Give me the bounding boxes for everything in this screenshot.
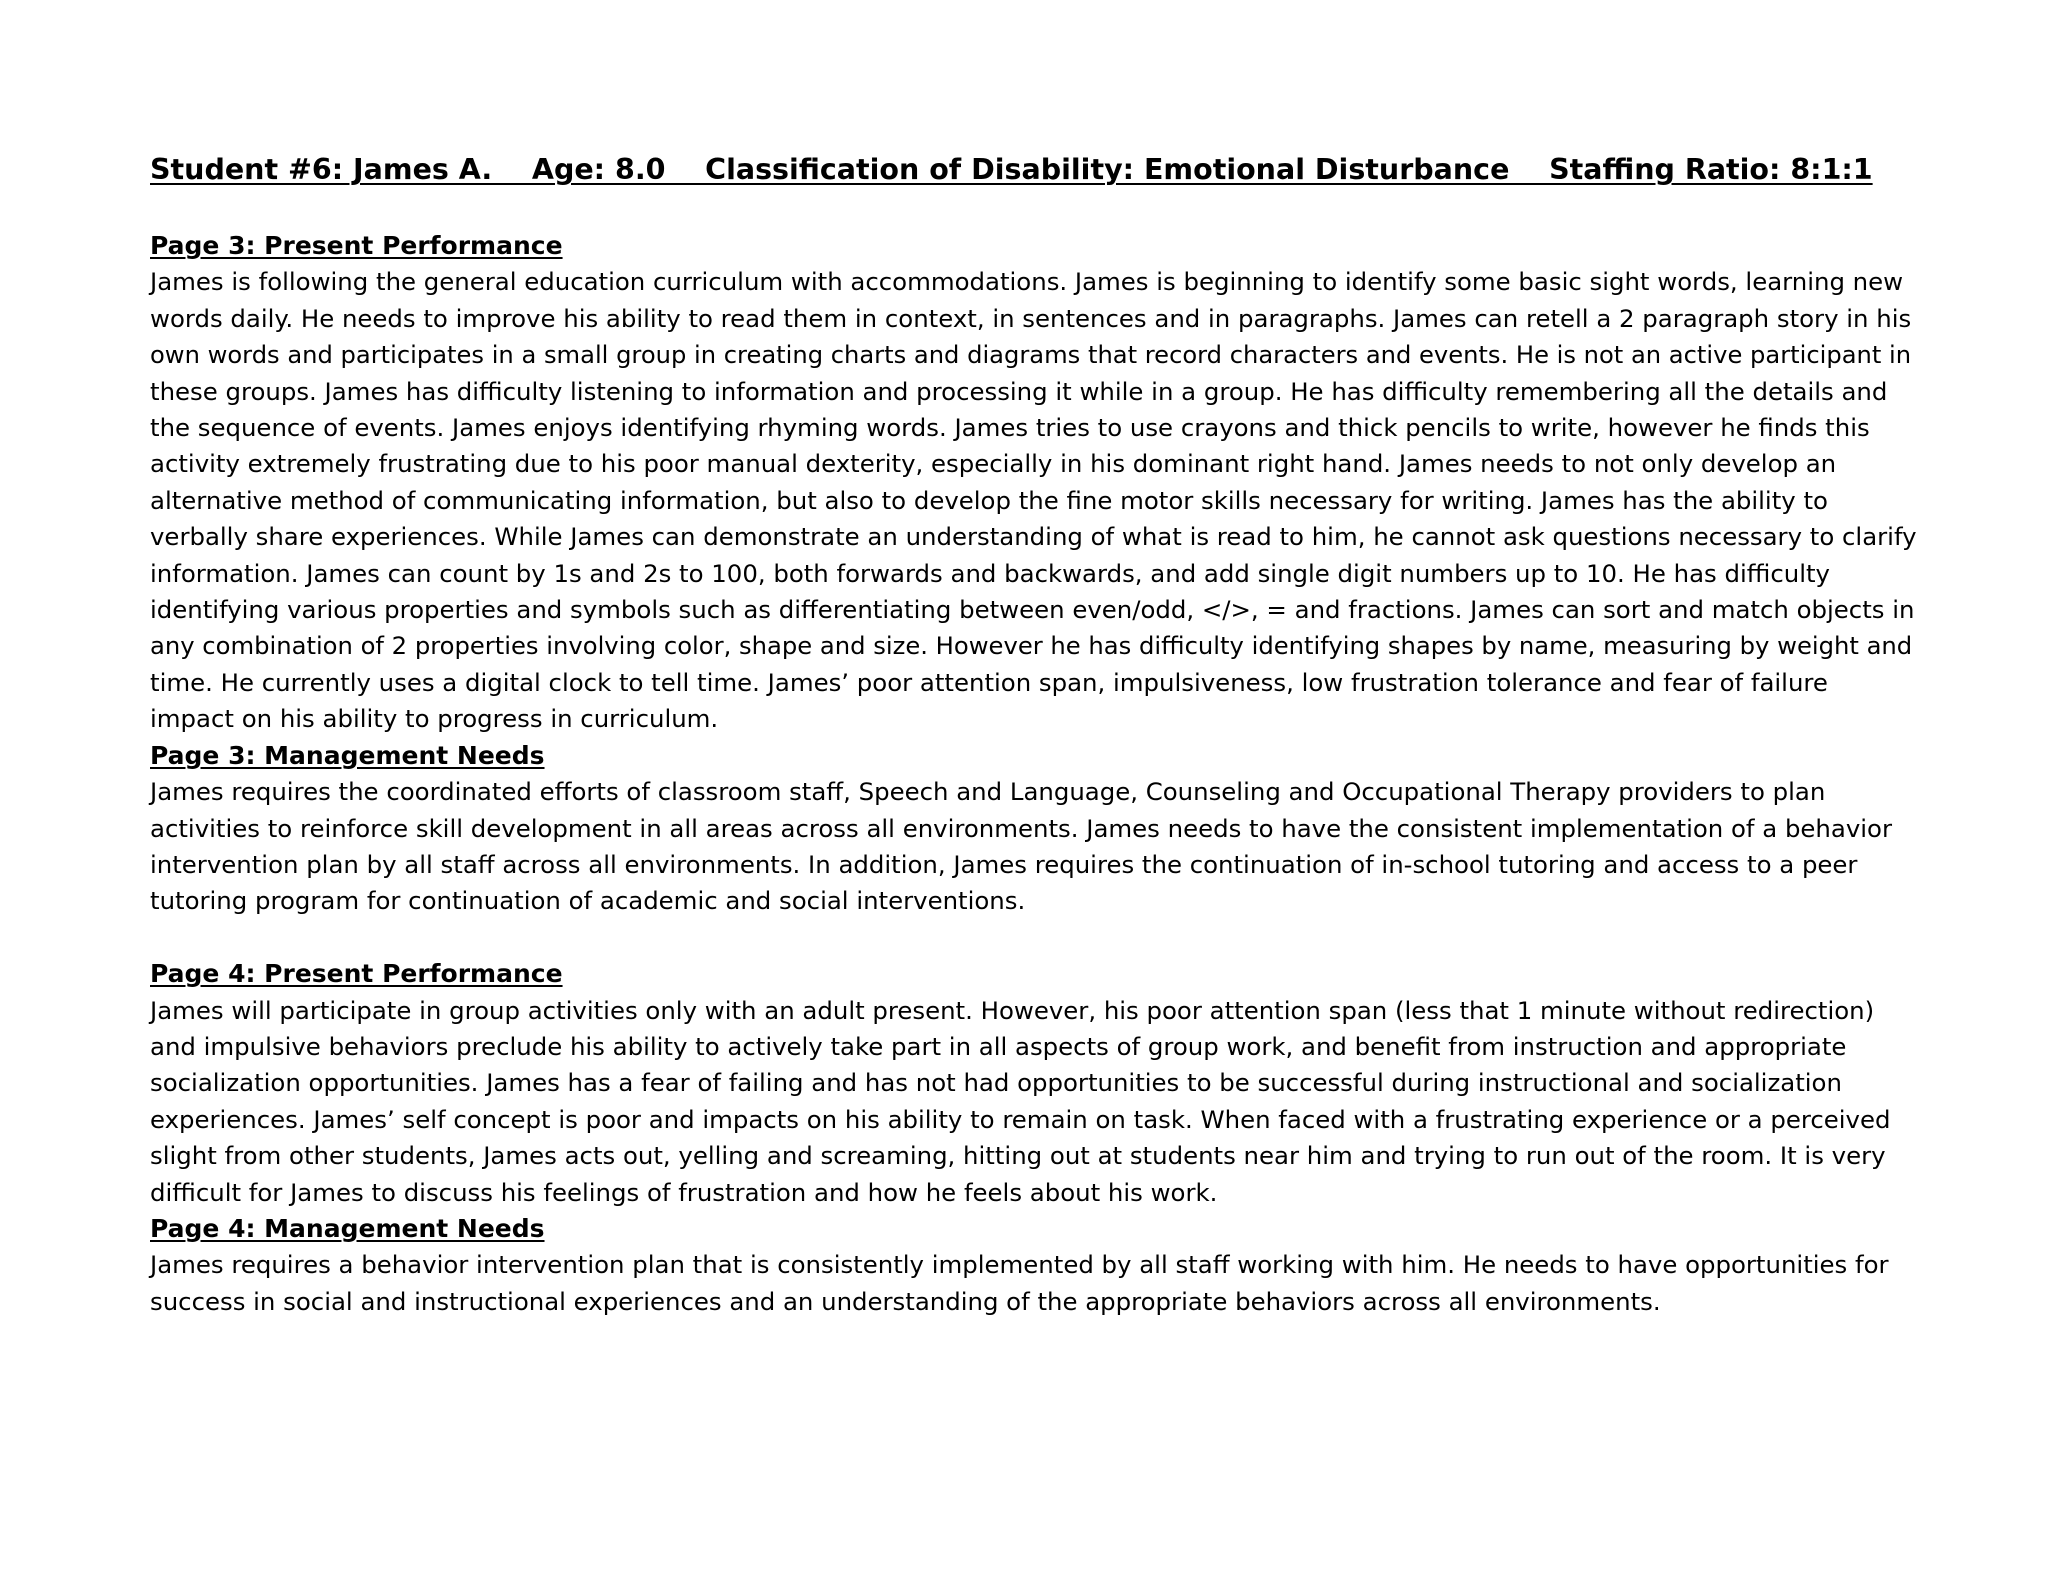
text-line: these groups. James has difficulty listening to information and processing it while in a group. He has difficulty remembering all the details and: [150, 376, 1888, 406]
section-page4-management-needs: [150, 1211, 1920, 1320]
text-line: verbally share experiences. While James can demonstrate an understanding of what is read to him, he cannot ask questions necessary to clarify: [150, 522, 1917, 552]
section-heading: Page 3: Present Performance: [150, 231, 563, 260]
text-line: own words and participates in a small group in creating charts and diagrams that record characters and events. He is not an active participant in: [150, 341, 1912, 370]
text-line: and impulsive behaviors preclude his ability to actively take part in all aspects of group work, and benefit from instruction and appropriate: [150, 1031, 1847, 1061]
section-paragraph: [150, 993, 1920, 1211]
text-line: James is following the general education curriculum with accommodations. James is beginning to identify some basic sight words, learning new: [150, 267, 1904, 297]
section-page3-present-performance: [150, 228, 1920, 738]
text-line: James requires the coordinated efforts of classroom staff, Speech and Language, Counseling and Occupational Therapy providers to plan: [150, 777, 1826, 807]
text-line: socialization opportunities. James has a fear of failing and has not had opportunities to be successful during instructional and socialization: [150, 1068, 1842, 1098]
text-line: information. James can count by 1s and 2s to 100, both forwards and backwards, and add single digit numbers up to 10. He has difficulty: [150, 558, 1830, 588]
text-line: impact on his ability to progress in curriculum.: [150, 704, 719, 734]
document-page: [150, 0, 1920, 1582]
student-header: Student #6: James A. Age: 8.0 Classification of Disability: Emotional Disturbance Staffing Ratio: 8:1:1: [150, 153, 1873, 186]
blank-line: [150, 920, 1920, 956]
section-paragraph: [150, 264, 1920, 737]
text-line: James requires a behavior intervention plan that is consistently implemented by all staff working with him. He needs to have opportunities for: [150, 1250, 1889, 1280]
text-line: activity extremely frustrating due to his poor manual dexterity, especially in his dominant right hand. James needs to not only develop an: [150, 449, 1837, 479]
text-line: identifying various properties and symbols such as differentiating between even/odd, </>, = and fractions. James can sort and match objects in: [150, 595, 1915, 625]
section-page4-present-performance: [150, 956, 1920, 1211]
text-line: alternative method of communicating information, but also to develop the fine motor skills necessary for writing. James has the ability to: [150, 485, 1828, 515]
document-content: [150, 228, 1920, 1320]
text-line: the sequence of events. James enjoys identifying rhyming words. James tries to use crayons and thick pencils to write, however he finds this: [150, 413, 1870, 443]
section-page3-management-needs: [150, 738, 1920, 920]
text-line: words daily. He needs to improve his ability to read them in context, in sentences and in paragraphs. James can retell a 2 paragraph story in his: [150, 303, 1912, 333]
section-paragraph: [150, 774, 1920, 920]
text-line: intervention plan by all staff across all environments. In addition, James requires the continuation of in-school tutoring and access to a peer: [150, 849, 1858, 879]
section-heading: Page 3: Management Needs: [150, 740, 545, 770]
text-line: activities to reinforce skill development in all areas across all environments. James needs to have the consistent implementation of a behavior: [150, 813, 1892, 843]
section-heading: Page 4: Management Needs: [150, 1213, 545, 1243]
text-line: difficult for James to discuss his feelings of frustration and how he feels about his work.: [150, 1177, 1218, 1207]
text-line: experiences. James’ self concept is poor and impacts on his ability to remain on task. When faced with a frustrating experience or a perceived: [150, 1104, 1891, 1134]
text-line: any combination of 2 properties involving color, shape and size. However he has difficulty identifying shapes by name, measuring by weight and: [150, 631, 1913, 661]
text-line: success in social and instructional experiences and an understanding of the appropriate behaviors across all environments.: [150, 1286, 1661, 1316]
text-line: time. He currently uses a digital clock to tell time. James’ poor attention span, impulsiveness, low frustration tolerance and fear of failure: [150, 667, 1828, 697]
text-line: James will participate in group activities only with an adult present. However, his poor attention span (less that 1 minute without redirection): [150, 995, 1875, 1025]
section-heading: Page 4: Present Performance: [150, 959, 563, 989]
section-paragraph: [150, 1247, 1920, 1320]
text-line: tutoring program for continuation of academic and social interventions.: [150, 886, 1026, 916]
text-line: slight from other students, James acts out, yelling and screaming, hitting out at students near him and trying to run out of the room. It is very: [150, 1141, 1886, 1171]
